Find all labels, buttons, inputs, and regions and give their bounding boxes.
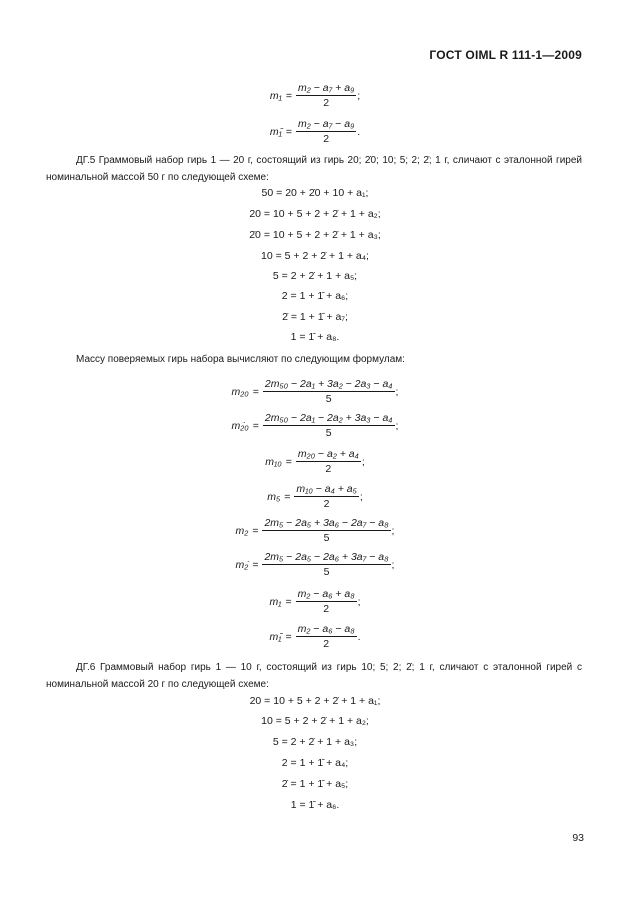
punctuation: . [357,630,361,643]
formula-lhs: m₁̄ [269,630,282,643]
formula [0,378,630,405]
numerator: m₁₀ − a₄ + a₅ [296,483,357,495]
fraction [262,517,390,544]
punctuation: ; [359,490,363,503]
punctuation: ; [357,595,361,608]
formula-lhs: m₂ [235,524,249,537]
formula [0,448,630,475]
fraction [296,588,357,615]
equals-sign: = [285,595,292,608]
scheme-line: 2̇0 = 10 + 5 + 2 + 2̇ + 1 + a₃; [249,229,381,241]
paragraph-mass [46,351,582,368]
numerator: 2m₅₀ − 2a₁ + 3a₂ − 2a₃ − a₄ [264,378,393,390]
denominator: 2 [323,97,330,109]
formula-m1bar [0,118,630,145]
equals-sign: = [285,89,293,102]
scheme-line: 1 = 1̄ + a₆. [290,799,340,811]
formula [0,588,630,615]
fraction [296,448,361,475]
denominator: 2 [323,498,330,510]
scheme-line: 5 = 2 + 2̇ + 1 + a₃; [272,736,358,748]
formula-lhs: m₂̇₀ [231,419,249,432]
punctuation: ; [391,524,395,537]
fraction [296,82,356,109]
scheme-line: 20 = 10 + 5 + 2 + 2̇ + 1 + a₂; [249,208,381,220]
scheme-line: 2 = 1 + 1̄ + a₄; [281,757,349,769]
equals-sign: = [285,455,292,468]
page-header: ГОСТ OIML R 111-1—2009 [429,48,582,62]
fraction [296,623,357,650]
scheme-line: 2̇ = 1 + 1̄ + a₇; [282,311,348,323]
denominator: 2 [325,463,332,475]
formula [0,483,630,510]
equals-sign: = [252,558,259,571]
scheme-line: 1 = 1̄ + a₈. [290,331,340,343]
fraction [296,118,356,145]
paragraph-text: ДГ.5 Граммовый набор гирь 1 — 20 г, состоящий из гирь 20; 2̇0; 10; 5; 2; 2̇; 1 г, сличают с эталонной гирей номинальной массой 50 г по следующей схеме: [46,155,582,183]
scheme-line: 2 = 1 + 1̄ + a₆; [281,290,349,302]
paragraph-text: Массу поверяемых гирь набора вычисляют по следующим формулам: [76,354,405,365]
numerator: m₂ − a₆ − a₈ [297,623,355,635]
punctuation: ; [357,89,361,102]
paragraph-dg6 [46,659,582,693]
equals-sign: = [252,385,259,398]
formula-m1 [0,82,630,109]
denominator: 5 [325,393,332,405]
formula [0,551,630,578]
denominator: 2 [323,133,330,145]
equals-sign: = [285,125,293,138]
scheme-line: 10 = 5 + 2 + 2̇ + 1 + a₄; [261,250,369,262]
fraction [294,483,359,510]
equals-sign: = [285,630,292,643]
numerator: m₂ − a₇ + a₉ [298,82,355,94]
numerator: m₂ − a₇ − a₉ [298,118,355,130]
page-number: 93 [572,832,584,844]
scheme-line: 50 = 20 + 2̇0 + 10 + a₁; [261,187,369,199]
fraction [263,412,395,439]
punctuation: ; [395,419,399,432]
punctuation: ; [391,558,395,571]
denominator: 5 [325,427,332,439]
denominator: 5 [323,532,330,544]
fraction [262,551,390,578]
numerator: 2m₅ − 2a₅ + 3a₆ − 2a₇ − a₈ [264,517,389,529]
formula [0,517,630,544]
formula-lhs: m₁ [269,89,282,102]
denominator: 5 [323,566,330,578]
paragraph-text: ДГ.6 Граммовый набор гирь 1 — 10 г, состоящий из гирь 10; 5; 2; 2̇; 1 г, сличают с эталонной гирей с номинальной массой 20 г по следующей схеме: [46,662,582,690]
scheme-line: 10 = 5 + 2 + 2̇ + 1 + a₂; [261,715,369,727]
formula-lhs: m₅ [267,490,281,503]
formula-lhs: m₁̄ [269,125,282,138]
punctuation: ; [395,385,399,398]
punctuation: ; [361,455,365,468]
scheme-line: 20 = 10 + 5 + 2 + 2̇ + 1 + a₁; [249,695,381,707]
equals-sign: = [252,419,259,432]
denominator: 2 [323,603,330,615]
formula-lhs: m₁₀ [265,455,282,468]
formula-lhs: m₂₀ [231,385,249,398]
paragraph-dg5 [46,152,582,186]
denominator: 2 [323,638,330,650]
numerator: 2m₅ − 2a₅ − 2a₆ + 3a₇ − a₈ [264,551,389,563]
scheme-line: 5 = 2 + 2̇ + 1 + a₅; [272,270,358,282]
numerator: 2m₅₀ − 2a₁ − 2a₂ + 3a₃ − a₄ [264,412,393,424]
formula-lhs: m₁ [269,595,282,608]
punctuation: . [357,125,361,138]
scheme-line: 2̇ = 1 + 1̄ + a₅; [281,778,349,790]
equals-sign: = [252,524,259,537]
formula [0,412,630,439]
equals-sign: = [284,490,291,503]
fraction [263,378,395,405]
formula-lhs: m₂̇ [235,558,249,571]
numerator: m₂ − a₆ + a₈ [297,588,355,600]
formula [0,623,630,650]
numerator: m₂₀ − a₂ + a₄ [297,448,359,460]
